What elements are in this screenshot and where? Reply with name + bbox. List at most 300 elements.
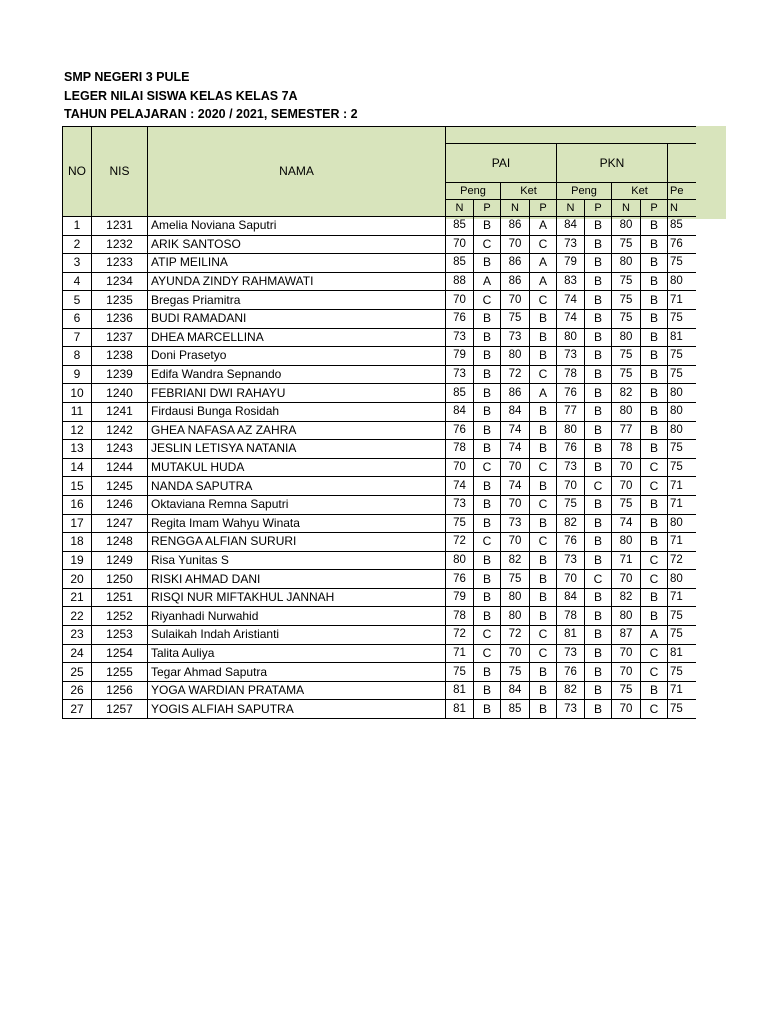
pai-peng-p-cell: C [474, 235, 501, 254]
row-no-cell: 8 [63, 347, 92, 366]
pkn-peng-n-cell: 80 [557, 328, 585, 347]
row-nis-cell: 1245 [92, 477, 148, 496]
pkn-peng-p-cell: B [585, 663, 612, 682]
row-nama-cell: Riyanhadi Nurwahid [148, 607, 446, 626]
pai-peng-n-cell: 80 [446, 551, 474, 570]
pkn-ket-n-header: N [612, 200, 641, 217]
row-nis-cell: 1234 [92, 272, 148, 291]
pai-peng-p-cell: B [474, 384, 501, 403]
pai-ket-n-cell: 80 [501, 347, 530, 366]
pkn-ket-n-cell: 70 [612, 700, 641, 719]
pkn-ket-n-cell: 75 [612, 347, 641, 366]
next-peng-header-partial: Pe [668, 183, 696, 200]
pai-peng-n-cell: 81 [446, 681, 474, 700]
pkn-peng-n-cell: 70 [557, 477, 585, 496]
pai-ket-p-cell: B [530, 607, 557, 626]
pai-peng-n-cell: 85 [446, 217, 474, 236]
pai-ket-p-cell: B [530, 347, 557, 366]
pai-peng-n-cell: 76 [446, 309, 474, 328]
row-nama-cell: AYUNDA ZINDY RAHMAWATI [148, 272, 446, 291]
pai-ket-p-cell: C [530, 495, 557, 514]
table-row [63, 607, 696, 626]
pai-ket-p-cell: C [530, 644, 557, 663]
row-nis-cell: 1240 [92, 384, 148, 403]
pai-peng-p-cell: B [474, 440, 501, 459]
row-nis-cell: 1252 [92, 607, 148, 626]
table-row [63, 551, 696, 570]
pai-peng-p-cell: B [474, 328, 501, 347]
pai-peng-n-cell: 70 [446, 235, 474, 254]
table-row [63, 514, 696, 533]
pai-peng-p-cell: B [474, 477, 501, 496]
pkn-ket-p-cell: B [641, 607, 668, 626]
pai-ket-n-cell: 74 [501, 477, 530, 496]
pai-ket-p-cell: B [530, 663, 557, 682]
row-no-cell: 19 [63, 551, 92, 570]
pkn-peng-p-cell: B [585, 402, 612, 421]
row-nis-cell: 1253 [92, 626, 148, 645]
pkn-peng-n-cell: 73 [557, 235, 585, 254]
row-nama-cell: ATIP MEILINA [148, 254, 446, 273]
pai-peng-p-cell: B [474, 570, 501, 589]
pkn-peng-p-cell: B [585, 272, 612, 291]
pkn-peng-n-cell: 82 [557, 681, 585, 700]
pai-ket-n-cell: 70 [501, 533, 530, 552]
pkn-peng-n-cell: 70 [557, 570, 585, 589]
pkn-peng-n-cell: 80 [557, 421, 585, 440]
pkn-ket-n-cell: 75 [612, 272, 641, 291]
pai-ket-n-cell: 80 [501, 607, 530, 626]
row-no-cell: 20 [63, 570, 92, 589]
row-no-cell: 23 [63, 626, 92, 645]
pai-peng-n-cell: 70 [446, 291, 474, 310]
header-top-spacer [446, 127, 696, 144]
next-peng-n-cell: 85 [668, 217, 696, 236]
pkn-ket-n-cell: 70 [612, 458, 641, 477]
row-nis-cell: 1242 [92, 421, 148, 440]
pkn-peng-n-cell: 82 [557, 514, 585, 533]
pkn-ket-p-cell: B [641, 514, 668, 533]
row-no-cell: 2 [63, 235, 92, 254]
row-nis-cell: 1244 [92, 458, 148, 477]
row-nama-cell: Risa Yunitas S [148, 551, 446, 570]
pai-ket-n-cell: 85 [501, 700, 530, 719]
next-peng-n-cell: 75 [668, 607, 696, 626]
subject-header-pai: PAI [446, 144, 557, 183]
pai-peng-p-cell: B [474, 681, 501, 700]
next-peng-n-cell: 76 [668, 235, 696, 254]
pai-peng-n-cell: 73 [446, 328, 474, 347]
pkn-peng-n-cell: 84 [557, 588, 585, 607]
pkn-ket-n-cell: 75 [612, 495, 641, 514]
next-peng-n-cell: 71 [668, 533, 696, 552]
pai-peng-p-cell: B [474, 588, 501, 607]
row-nis-cell: 1243 [92, 440, 148, 459]
pai-peng-p-cell: C [474, 626, 501, 645]
pkn-peng-header: Peng [557, 183, 612, 200]
next-peng-n-cell: 80 [668, 514, 696, 533]
pai-peng-n-cell: 74 [446, 477, 474, 496]
pkn-peng-p-cell: B [585, 626, 612, 645]
pkn-peng-n-cell: 78 [557, 607, 585, 626]
pai-peng-n-cell: 75 [446, 514, 474, 533]
pkn-peng-n-cell: 73 [557, 458, 585, 477]
pkn-ket-n-cell: 80 [612, 607, 641, 626]
grade-table [62, 126, 696, 719]
row-no-cell: 5 [63, 291, 92, 310]
table-body [63, 217, 696, 719]
pai-ket-p-cell: B [530, 588, 557, 607]
row-nis-cell: 1233 [92, 254, 148, 273]
pai-ket-n-cell: 86 [501, 384, 530, 403]
pkn-ket-p-cell: B [641, 402, 668, 421]
pai-ket-n-cell: 86 [501, 272, 530, 291]
pkn-ket-p-cell: B [641, 533, 668, 552]
pkn-ket-p-cell: C [641, 551, 668, 570]
next-peng-n-cell: 75 [668, 458, 696, 477]
pkn-peng-p-cell: B [585, 440, 612, 459]
pai-ket-p-cell: A [530, 272, 557, 291]
pai-ket-n-cell: 73 [501, 328, 530, 347]
pkn-ket-n-cell: 80 [612, 217, 641, 236]
pai-ket-n-cell: 74 [501, 421, 530, 440]
row-nis-cell: 1237 [92, 328, 148, 347]
subject-header-next [668, 144, 696, 183]
next-peng-n-cell: 75 [668, 626, 696, 645]
row-nama-cell: FEBRIANI DWI RAHAYU [148, 384, 446, 403]
pai-peng-n-cell: 85 [446, 384, 474, 403]
pai-peng-n-cell: 88 [446, 272, 474, 291]
pkn-peng-n-cell: 73 [557, 551, 585, 570]
pkn-ket-p-cell: B [641, 272, 668, 291]
pai-peng-n-cell: 76 [446, 570, 474, 589]
next-peng-n-cell: 75 [668, 700, 696, 719]
pai-peng-p-cell: B [474, 421, 501, 440]
next-peng-n-cell: 80 [668, 272, 696, 291]
row-no-cell: 18 [63, 533, 92, 552]
pkn-peng-n-cell: 79 [557, 254, 585, 273]
col-header-no: NO [63, 127, 92, 217]
pkn-peng-p-cell: B [585, 309, 612, 328]
pai-ket-p-cell: C [530, 291, 557, 310]
row-nis-cell: 1247 [92, 514, 148, 533]
row-nis-cell: 1246 [92, 495, 148, 514]
pkn-peng-n-cell: 76 [557, 663, 585, 682]
pkn-peng-n-cell: 83 [557, 272, 585, 291]
pai-ket-n-cell: 75 [501, 309, 530, 328]
pai-ket-header: Ket [501, 183, 557, 200]
row-no-cell: 21 [63, 588, 92, 607]
table-row [63, 384, 696, 403]
pai-ket-n-cell: 73 [501, 514, 530, 533]
pai-peng-p-cell: B [474, 309, 501, 328]
pkn-ket-p-cell: B [641, 421, 668, 440]
pkn-peng-n-header: N [557, 200, 585, 217]
pai-peng-n-cell: 73 [446, 495, 474, 514]
row-nis-cell: 1241 [92, 402, 148, 421]
pkn-ket-p-cell: B [641, 440, 668, 459]
table-row [63, 421, 696, 440]
row-nis-cell: 1257 [92, 700, 148, 719]
next-peng-n-cell: 80 [668, 570, 696, 589]
pkn-ket-p-cell: B [641, 365, 668, 384]
pkn-peng-n-cell: 84 [557, 217, 585, 236]
table-row [63, 458, 696, 477]
row-no-cell: 12 [63, 421, 92, 440]
next-peng-n-cell: 75 [668, 254, 696, 273]
pai-ket-n-cell: 70 [501, 644, 530, 663]
pai-peng-p-cell: B [474, 217, 501, 236]
pai-peng-p-cell: B [474, 347, 501, 366]
pkn-ket-n-cell: 75 [612, 291, 641, 310]
pkn-ket-n-cell: 74 [612, 514, 641, 533]
pkn-ket-n-cell: 80 [612, 254, 641, 273]
row-nis-cell: 1251 [92, 588, 148, 607]
table-header [63, 127, 696, 217]
pai-ket-p-cell: A [530, 384, 557, 403]
pai-ket-p-cell: B [530, 421, 557, 440]
row-no-cell: 24 [63, 644, 92, 663]
row-nama-cell: Firdausi Bunga Rosidah [148, 402, 446, 421]
row-nis-cell: 1232 [92, 235, 148, 254]
pai-peng-n-cell: 72 [446, 626, 474, 645]
pai-ket-p-cell: B [530, 570, 557, 589]
pkn-ket-n-cell: 75 [612, 309, 641, 328]
pai-peng-n-cell: 79 [446, 347, 474, 366]
pkn-ket-n-cell: 87 [612, 626, 641, 645]
pai-peng-p-cell: B [474, 700, 501, 719]
pai-peng-p-cell: B [474, 551, 501, 570]
pkn-ket-n-cell: 70 [612, 477, 641, 496]
row-nis-cell: 1231 [92, 217, 148, 236]
pkn-peng-p-cell: B [585, 495, 612, 514]
pkn-peng-n-cell: 81 [557, 626, 585, 645]
row-nama-cell: ARIK SANTOSO [148, 235, 446, 254]
pkn-peng-p-cell: B [585, 533, 612, 552]
table-row [63, 402, 696, 421]
pai-ket-n-cell: 70 [501, 235, 530, 254]
pai-peng-n-cell: 78 [446, 440, 474, 459]
pai-peng-n-cell: 73 [446, 365, 474, 384]
pai-peng-p-cell: B [474, 495, 501, 514]
row-nama-cell: RENGGA ALFIAN SURURI [148, 533, 446, 552]
pkn-peng-n-cell: 74 [557, 309, 585, 328]
row-no-cell: 13 [63, 440, 92, 459]
row-no-cell: 26 [63, 681, 92, 700]
pkn-ket-p-cell: B [641, 495, 668, 514]
table-row [63, 272, 696, 291]
pai-peng-n-cell: 70 [446, 458, 474, 477]
pai-peng-n-cell: 75 [446, 663, 474, 682]
pkn-ket-p-cell: B [641, 291, 668, 310]
pai-ket-n-cell: 75 [501, 663, 530, 682]
row-nis-cell: 1248 [92, 533, 148, 552]
row-nama-cell: RISQI NUR MIFTAKHUL JANNAH [148, 588, 446, 607]
pkn-peng-n-cell: 73 [557, 700, 585, 719]
table-row [63, 217, 696, 236]
subject-header-pkn: PKN [557, 144, 668, 183]
pkn-peng-p-cell: B [585, 217, 612, 236]
pkn-peng-p-cell: B [585, 384, 612, 403]
pkn-peng-p-cell: B [585, 235, 612, 254]
pkn-peng-p-cell: C [585, 570, 612, 589]
row-no-cell: 3 [63, 254, 92, 273]
pai-peng-p-cell: C [474, 644, 501, 663]
pkn-ket-p-cell: B [641, 254, 668, 273]
row-nis-cell: 1236 [92, 309, 148, 328]
pkn-peng-p-cell: B [585, 551, 612, 570]
pai-peng-p-header: P [474, 200, 501, 217]
pkn-peng-n-cell: 73 [557, 347, 585, 366]
pkn-ket-p-cell: B [641, 328, 668, 347]
pkn-ket-n-cell: 75 [612, 365, 641, 384]
pkn-peng-n-cell: 75 [557, 495, 585, 514]
table-row [63, 477, 696, 496]
pkn-peng-p-cell: B [585, 347, 612, 366]
row-no-cell: 9 [63, 365, 92, 384]
next-peng-n-cell: 80 [668, 402, 696, 421]
pkn-ket-p-cell: B [641, 588, 668, 607]
table-row [63, 365, 696, 384]
pkn-ket-p-header: P [641, 200, 668, 217]
table-row [63, 495, 696, 514]
row-no-cell: 7 [63, 328, 92, 347]
pkn-peng-n-cell: 76 [557, 533, 585, 552]
pkn-ket-p-cell: B [641, 309, 668, 328]
pkn-ket-n-cell: 82 [612, 588, 641, 607]
row-nama-cell: Regita Imam Wahyu Winata [148, 514, 446, 533]
table-row [63, 570, 696, 589]
table-row [63, 291, 696, 310]
pai-ket-p-cell: A [530, 217, 557, 236]
pai-ket-p-cell: B [530, 402, 557, 421]
next-peng-n-cell: 71 [668, 681, 696, 700]
pkn-ket-n-cell: 75 [612, 681, 641, 700]
next-peng-n-cell: 75 [668, 663, 696, 682]
pai-peng-n-cell: 78 [446, 607, 474, 626]
pai-ket-n-cell: 84 [501, 681, 530, 700]
row-nis-cell: 1250 [92, 570, 148, 589]
row-nama-cell: Sulaikah Indah Aristianti [148, 626, 446, 645]
pai-peng-p-cell: B [474, 254, 501, 273]
row-nama-cell: GHEA NAFASA AZ ZAHRA [148, 421, 446, 440]
pkn-ket-header: Ket [612, 183, 668, 200]
row-nis-cell: 1249 [92, 551, 148, 570]
pkn-peng-p-cell: B [585, 421, 612, 440]
pai-peng-n-cell: 72 [446, 533, 474, 552]
pai-peng-p-cell: C [474, 291, 501, 310]
pai-ket-p-cell: B [530, 681, 557, 700]
col-header-nis: NIS [92, 127, 148, 217]
row-nis-cell: 1238 [92, 347, 148, 366]
pai-ket-n-cell: 75 [501, 570, 530, 589]
next-peng-n-cell: 81 [668, 328, 696, 347]
next-peng-n-cell: 80 [668, 384, 696, 403]
pkn-peng-p-cell: B [585, 644, 612, 663]
row-no-cell: 17 [63, 514, 92, 533]
pai-peng-n-cell: 79 [446, 588, 474, 607]
pkn-ket-p-cell: C [641, 663, 668, 682]
row-nama-cell: RISKI AHMAD DANI [148, 570, 446, 589]
table-row [63, 626, 696, 645]
school-name: SMP NEGERI 3 PULE [64, 70, 190, 84]
pkn-ket-n-cell: 78 [612, 440, 641, 459]
row-nis-cell: 1235 [92, 291, 148, 310]
table-row [63, 440, 696, 459]
pai-ket-p-cell: B [530, 328, 557, 347]
pkn-peng-n-cell: 76 [557, 440, 585, 459]
pkn-ket-p-cell: C [641, 458, 668, 477]
table-row [63, 700, 696, 719]
pai-ket-p-cell: B [530, 440, 557, 459]
row-nama-cell: YOGIS ALFIAH SAPUTRA [148, 700, 446, 719]
pai-peng-p-cell: B [474, 663, 501, 682]
next-peng-n-cell: 71 [668, 291, 696, 310]
row-nis-cell: 1239 [92, 365, 148, 384]
row-no-cell: 16 [63, 495, 92, 514]
pkn-ket-n-cell: 70 [612, 644, 641, 663]
pai-ket-n-cell: 70 [501, 291, 530, 310]
next-peng-n-cell: 72 [668, 551, 696, 570]
row-nama-cell: BUDI RAMADANI [148, 309, 446, 328]
pai-ket-n-cell: 72 [501, 365, 530, 384]
pkn-peng-p-cell: B [585, 365, 612, 384]
pai-ket-p-header: P [530, 200, 557, 217]
pkn-ket-n-cell: 80 [612, 328, 641, 347]
table-row [63, 681, 696, 700]
table-row [63, 588, 696, 607]
pkn-ket-n-cell: 80 [612, 402, 641, 421]
table-row [63, 533, 696, 552]
pkn-ket-n-cell: 70 [612, 663, 641, 682]
pai-ket-n-cell: 86 [501, 254, 530, 273]
pkn-peng-p-cell: B [585, 458, 612, 477]
pai-ket-p-cell: B [530, 477, 557, 496]
pkn-peng-p-cell: C [585, 477, 612, 496]
pai-ket-p-cell: B [530, 700, 557, 719]
row-nama-cell: Edifa Wandra Sepnando [148, 365, 446, 384]
pkn-peng-n-cell: 77 [557, 402, 585, 421]
report-title: LEGER NILAI SISWA KELAS KELAS 7A [64, 88, 298, 103]
row-nama-cell: DHEA MARCELLINA [148, 328, 446, 347]
next-peng-n-cell: 75 [668, 347, 696, 366]
row-nama-cell: Tegar Ahmad Saputra [148, 663, 446, 682]
next-peng-n-cell: 71 [668, 477, 696, 496]
row-no-cell: 22 [63, 607, 92, 626]
pai-ket-n-cell: 70 [501, 458, 530, 477]
pai-ket-p-cell: B [530, 514, 557, 533]
table-row [63, 328, 696, 347]
row-no-cell: 10 [63, 384, 92, 403]
pai-peng-n-cell: 84 [446, 402, 474, 421]
pai-peng-n-cell: 85 [446, 254, 474, 273]
row-nama-cell: YOGA WARDIAN PRATAMA [148, 681, 446, 700]
table-row [63, 235, 696, 254]
row-nama-cell: Bregas Priamitra [148, 291, 446, 310]
pkn-peng-n-cell: 78 [557, 365, 585, 384]
pkn-peng-p-cell: B [585, 514, 612, 533]
pai-ket-n-cell: 74 [501, 440, 530, 459]
pai-peng-n-header: N [446, 200, 474, 217]
pkn-ket-n-cell: 70 [612, 570, 641, 589]
next-peng-n-cell: 81 [668, 644, 696, 663]
pai-ket-n-cell: 82 [501, 551, 530, 570]
pai-ket-p-cell: B [530, 309, 557, 328]
pai-peng-p-cell: B [474, 514, 501, 533]
pai-peng-p-cell: C [474, 458, 501, 477]
table-row [63, 309, 696, 328]
pkn-peng-p-cell: B [585, 607, 612, 626]
